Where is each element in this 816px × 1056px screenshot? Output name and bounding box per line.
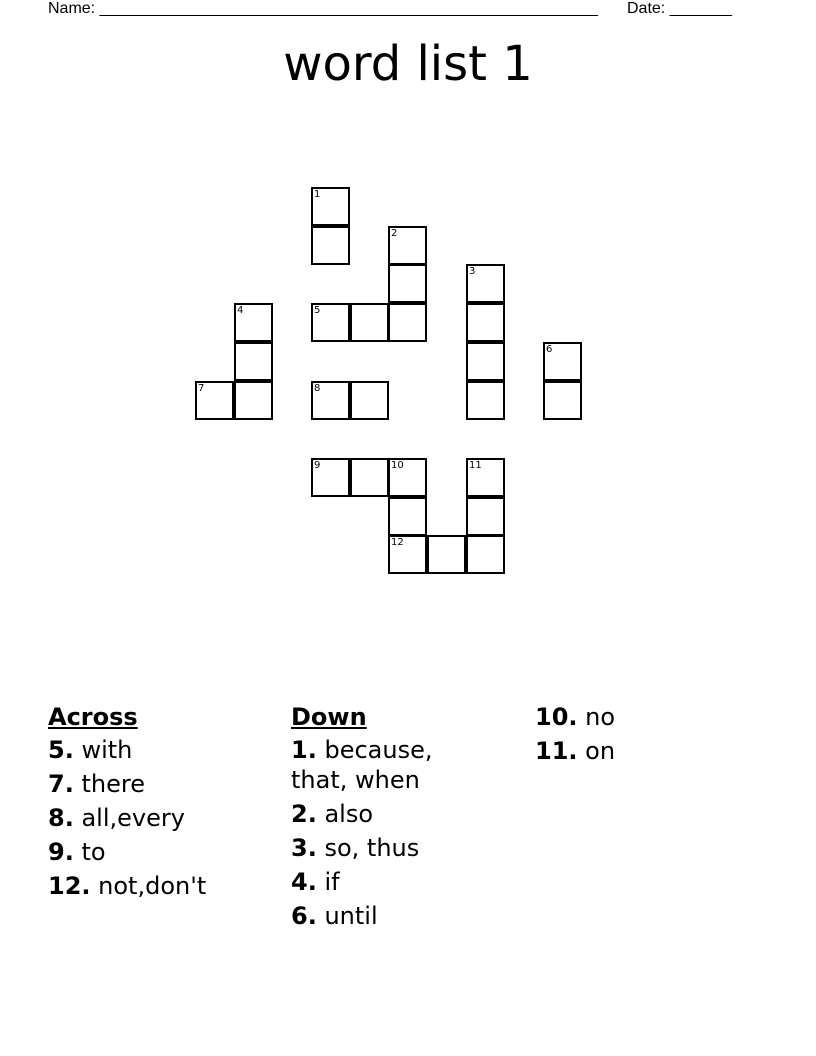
clue-item: 7. there [48,770,145,798]
crossword-cell[interactable] [466,342,505,381]
name-label: Name: [48,0,96,17]
crossword-cell[interactable] [388,535,427,574]
cell-number: 8 [314,383,321,394]
crossword-cell[interactable] [466,381,505,420]
date-blank[interactable]: _______ [669,0,732,17]
date-label: Date: [627,0,666,17]
cell-number: 12 [391,537,404,548]
cell-number: 10 [391,460,404,471]
across-clues [48,702,278,905]
cell-number: 2 [391,228,398,239]
clue-item: 1. because, that, when [291,736,433,794]
crossword-cell[interactable] [388,458,427,497]
crossword-cell[interactable] [466,458,505,497]
clue-item: 8. all,every [48,804,185,832]
across-heading: Across [48,703,138,731]
cell-number: 1 [314,189,321,200]
crossword-cell[interactable] [543,381,582,420]
crossword-cell[interactable] [195,381,234,420]
clue-item: 10. no [535,703,616,731]
crossword-cell[interactable] [466,535,505,574]
cell-number: 3 [469,266,476,277]
down-heading: Down [291,703,367,731]
crossword-cell[interactable] [350,458,389,497]
crossword-cell[interactable] [388,264,427,303]
clue-item: 4. if [291,868,340,896]
crossword-cell[interactable] [311,226,350,265]
cell-number: 7 [198,383,205,394]
crossword-cell[interactable] [311,187,350,226]
crossword-cell[interactable] [466,264,505,303]
name-blank[interactable]: ________________________________________________________ [99,0,598,17]
crossword-cell[interactable] [466,497,505,536]
cell-number: 5 [314,305,321,316]
crossword-cell[interactable] [234,303,273,342]
crossword-cell[interactable] [466,303,505,342]
crossword-cell[interactable] [350,381,389,420]
down-clues-continued [535,702,765,770]
clue-item: 6. until [291,902,378,930]
crossword-cell[interactable] [311,303,350,342]
clue-item: 2. also [291,800,374,828]
crossword-cell[interactable] [388,226,427,265]
crossword-cell[interactable] [311,458,350,497]
crossword-cell[interactable] [311,381,350,420]
page-title: word list 1 [283,36,533,92]
crossword-cell[interactable] [234,381,273,420]
crossword-cell[interactable] [388,497,427,536]
clue-item: 5. with [48,736,133,764]
name-field [48,0,598,18]
crossword-cell[interactable] [543,342,582,381]
clue-item: 9. to [48,838,106,866]
cell-number: 4 [237,305,244,316]
clue-item: 3. so, thus [291,834,420,862]
cell-number: 6 [546,344,553,355]
crossword-cell[interactable] [427,535,466,574]
down-clues [291,702,491,935]
crossword-cell[interactable] [234,342,273,381]
cell-number: 9 [314,460,321,471]
date-field [627,0,732,18]
cell-number: 11 [469,460,482,471]
crossword-cell[interactable] [350,303,389,342]
clue-item: 12. not,don't [48,872,207,900]
crossword-cell[interactable] [388,303,427,342]
clue-item: 11. on [535,737,616,765]
